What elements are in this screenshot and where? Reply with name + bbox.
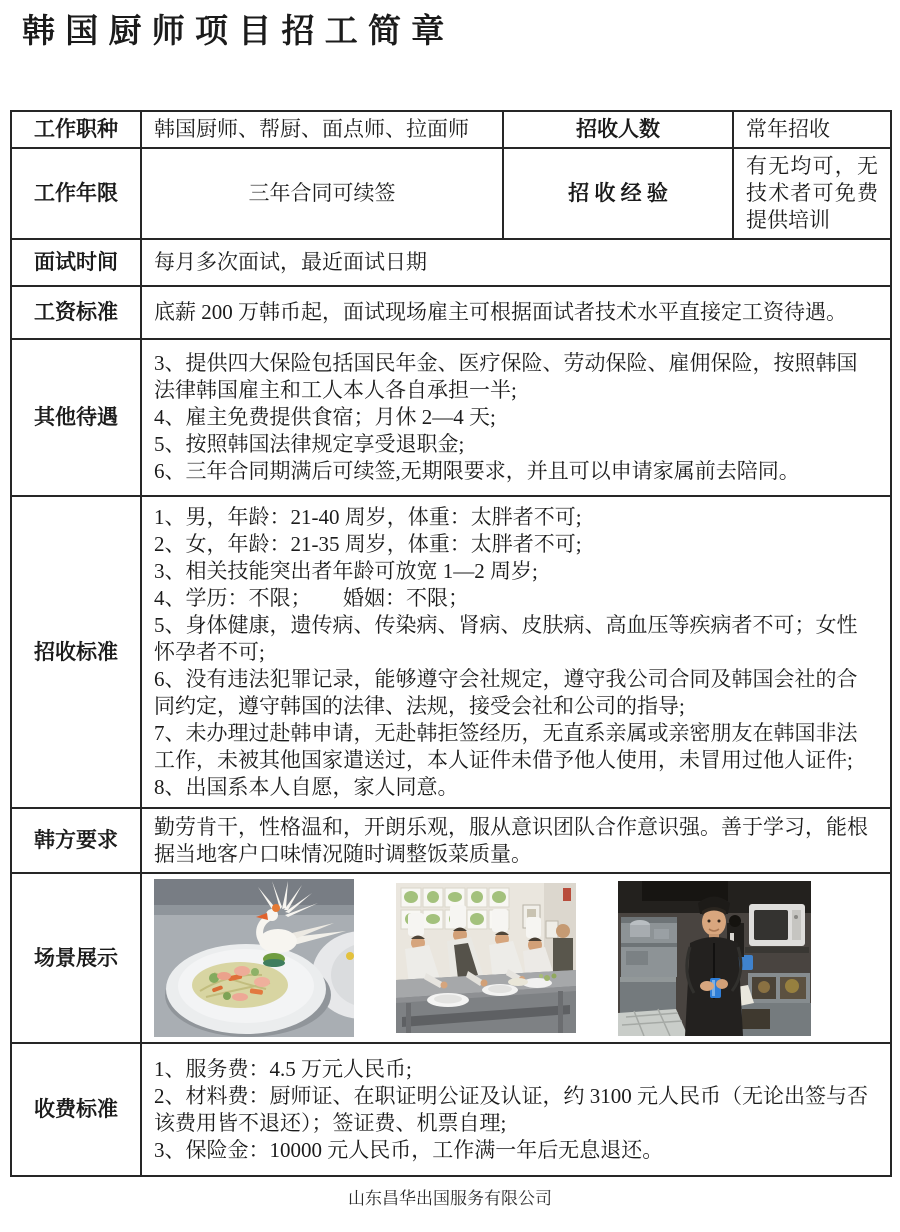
benefits-value (141, 339, 891, 496)
plated-dish-with-carved-swan-photo (154, 879, 354, 1037)
criteria-label: 招收标准 (11, 496, 141, 808)
row-job-type (11, 111, 891, 148)
recruitment-table (10, 110, 892, 1177)
page-title: 韩 国 厨 师 项 目 招 工 简 章 (22, 14, 446, 50)
fees-value (141, 1043, 891, 1176)
scene-display-photos (141, 873, 891, 1043)
fee-line: 2、材料费：厨师证、在职证明公证及认证，约 3100 元人民币（无论出签与否该费用皆不退还）；签证费、机票自理; (154, 1083, 868, 1135)
benefit-line: 4、雇主免费提供食宿；月休 2—4 天; (154, 405, 496, 429)
job-type-label: 工作职种 (11, 111, 141, 148)
scene-display-label: 场景展示 (11, 873, 141, 1043)
company-name-footer: 山东昌华出国服务有限公司 (348, 1189, 552, 1208)
experience-value: 有无均可，无技术者可免费提供培训 (733, 148, 891, 239)
chef-standing-in-kitchen-photo (618, 881, 811, 1036)
recruit-count-label: 招收人数 (503, 111, 733, 148)
page (0, 10, 900, 1232)
fees-label: 收费标准 (11, 1043, 141, 1176)
criteria-line: 1、男，年龄：21-40 周岁，体重：太胖者不可; (154, 504, 582, 529)
job-type-value: 韩国厨师、帮厨、面点师、拉面师 (141, 111, 503, 148)
row-salary (11, 286, 891, 339)
experience-label: 招 收 经 验 (503, 148, 733, 239)
work-term-label: 工作年限 (11, 148, 141, 239)
chef-trainees-at-steel-table-photo (396, 883, 576, 1033)
row-scene-display (11, 873, 891, 1043)
benefit-line: 6、三年合同期满后可续签,无期限要求，并且可以申请家属前去陪同。 (154, 459, 800, 483)
korean-requirements-value: 勤劳肯干，性格温和，开朗乐观，服从意识团队合作意识强。善于学习，能根据当地客户口味情况随时调整饭菜质量。 (141, 808, 891, 873)
row-criteria (11, 496, 891, 808)
row-benefits (11, 339, 891, 496)
benefit-line: 3、提供四大保险包括国民年金、医疗保险、劳动保险、雇佣保险，按照韩国法律韩国雇主和工人本人各自承担一半; (154, 351, 858, 402)
interview-time-value: 每月多次面试，最近面试日期 (141, 239, 891, 286)
row-korean-requirements (11, 808, 891, 873)
fee-line: 1、服务费：4.5 万元人民币; (154, 1056, 412, 1081)
recruit-count-value: 常年招收 (733, 111, 891, 148)
criteria-value (141, 496, 891, 808)
row-fees (11, 1043, 891, 1176)
criteria-line: 2、女，年龄：21-35 周岁，体重：太胖者不可; (154, 531, 582, 556)
korean-requirements-label: 韩方要求 (11, 808, 141, 873)
work-term-value: 三年合同可续签 (141, 148, 503, 239)
interview-time-label: 面试时间 (11, 239, 141, 286)
salary-label: 工资标准 (11, 286, 141, 339)
benefit-line: 5、按照韩国法律规定享受退职金; (154, 432, 465, 456)
benefits-label: 其他待遇 (11, 339, 141, 496)
fee-line: 3、保险金：10000 元人民币，工作满一年后无息退还。 (154, 1137, 664, 1162)
row-interview-time (11, 239, 891, 286)
criteria-line: 5、身体健康，遗传病、传染病、肾病、皮肤病、高血压等疾病者不可；女性怀孕者不可; (154, 612, 858, 664)
criteria-line: 3、相关技能突出者年龄可放宽 1—2 周岁; (154, 558, 538, 583)
salary-value: 底薪 200 万韩币起，面试现场雇主可根据面试者技术水平直接定工资待遇。 (141, 286, 891, 339)
criteria-line: 4、学历：不限； 婚姻：不限； (154, 585, 469, 610)
row-work-term (11, 148, 891, 239)
criteria-line: 7、未办理过赴韩申请，无赴韩拒签经历，无直系亲属或亲密朋友在韩国非法工作，未被其他国家遣送过，本人证件未借予他人使用，未冒用过他人证件; (154, 720, 858, 772)
criteria-line: 6、没有违法犯罪记录，能够遵守会社规定，遵守我公司合同及韩国会社的合同约定，遵守韩国的法律、法规，接受会社和公司的指导; (154, 666, 858, 718)
criteria-line: 8、出国系本人自愿，家人同意。 (154, 774, 459, 799)
